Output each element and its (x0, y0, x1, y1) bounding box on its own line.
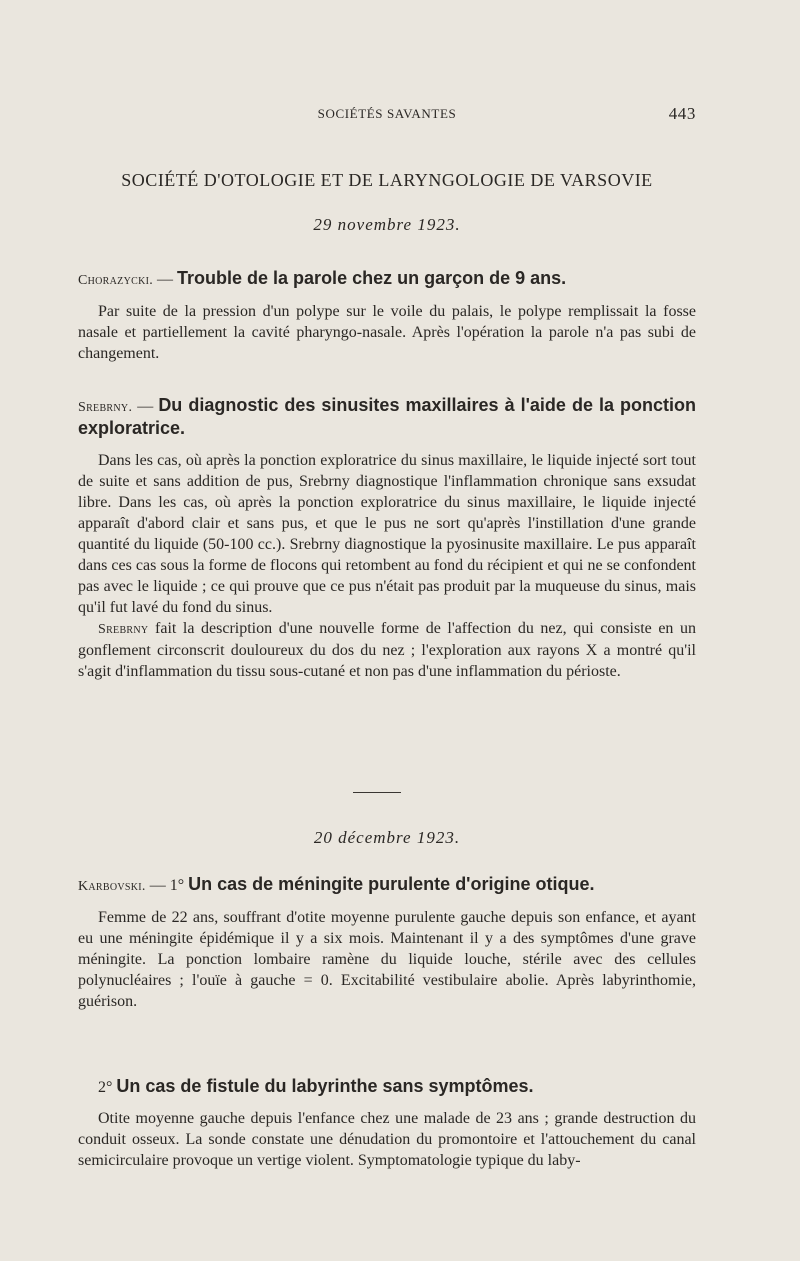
page-number: 443 (668, 104, 696, 123)
report-body: Par suite de la pression d'un polype sur le voile du palais, le polype remplissait la fosse nasale et partiellement la cavité pharyngo-nasale. Après l'opération la parole n'a pas subi de changement. (78, 303, 696, 362)
heading-dash: — (145, 877, 170, 894)
author-name: Srebrny (98, 622, 149, 637)
author-name: Karbovski. (78, 879, 146, 894)
report-heading (78, 1076, 696, 1098)
report-body: Otite moyenne gauche depuis l'enfance chez une malade de 23 ans ; grande destruction du conduit osseux. La sonde constate une dénudation du promontoire et l'attouchement du canal semicirculaire provoque un vertige violent. Symptomatologie typique du laby- (78, 1110, 696, 1169)
society-title: SOCIÉTÉ D'OTOLOGIE ET DE LARYNGOLOGIE DE VARSOVIE (121, 170, 653, 190)
report-body: Dans les cas, où après la ponction exploratrice du sinus maxillaire, le liquide injecté sort tout de suite et sans addition de pus, Srebrny diagnostique l'inflammation chronique sans exsudat libre. Dans les cas, où après la ponction exploratrice du sinus maxillaire, le liquide injecté apparaît d'abord clair et sans pus, et que le pus ne sort qu'après l'instillation d'une grande quantité du liquide (50-100 cc.). Srebrny diagnostique la pyosinusite maxillaire. Le pus apparaît dans ces cas sous la forme de flocons qui retombent au fond du récipient et qui ne se confondent pas avec le liquide ; ce qui prouve que ce pus n'était pas produit par la muqueuse du sinus, mais qu'il fut lavé du fond du sinus. (78, 452, 696, 616)
report-heading (78, 268, 696, 291)
running-head-title: SOCIÉTÉS SAVANTES (317, 106, 457, 121)
author-name: Srebrny. (78, 400, 133, 415)
report-body-text: fait la description d'une nouvelle forme de l'affection du nez, qui consiste en un gonflement circonscrit douloureux du dos du nez ; l'exploration aux rayons X a montré qu'il s'agit d'inflammation du tissu sous-cutané et non pas d'une inflammation du périoste. (78, 620, 696, 680)
report-karbovski-2 (78, 1076, 696, 1171)
report-title: Un cas de fistule du labyrinthe sans symptômes. (116, 1076, 534, 1096)
session-date-2: 20 décembre 1923. (313, 828, 461, 847)
item-number: 1° (169, 877, 189, 894)
report-heading (78, 874, 696, 897)
author-name: Chorazycki. (78, 273, 154, 288)
report-title: Un cas de méningite purulente d'origine otique. (188, 874, 595, 894)
session-date-1: 29 novembre 1923. (313, 215, 461, 234)
heading-dash: — (132, 398, 159, 415)
report-heading (78, 395, 696, 440)
report-srebrny (78, 395, 696, 682)
report-body-continued (78, 618, 696, 682)
report-body: Femme de 22 ans, souffrant d'otite moyenne purulente gauche depuis son enfance, et ayant eu une méningite épidémique il y a six mois. Maintenant il y a des symptômes d'une grave méningite. La ponction lombaire ramène du liquide louche, stérile avec des cellules polynucléaires ; l'ouïe à gauche = 0. Excitabilité vestibulaire abolie. Après labyrinthomie, guérison. (78, 909, 696, 1010)
item-number: 2° (98, 1079, 117, 1096)
heading-dash: — (153, 271, 178, 288)
report-title: Trouble de la parole chez un garçon de 9 ans. (177, 268, 567, 288)
report-title: Du diagnostic des sinusites maxillaires à l'aide de la ponction exploratrice. (78, 395, 697, 438)
report-chorazycki (78, 268, 696, 364)
report-karbovski-1 (78, 874, 696, 1012)
section-separator (353, 792, 401, 793)
